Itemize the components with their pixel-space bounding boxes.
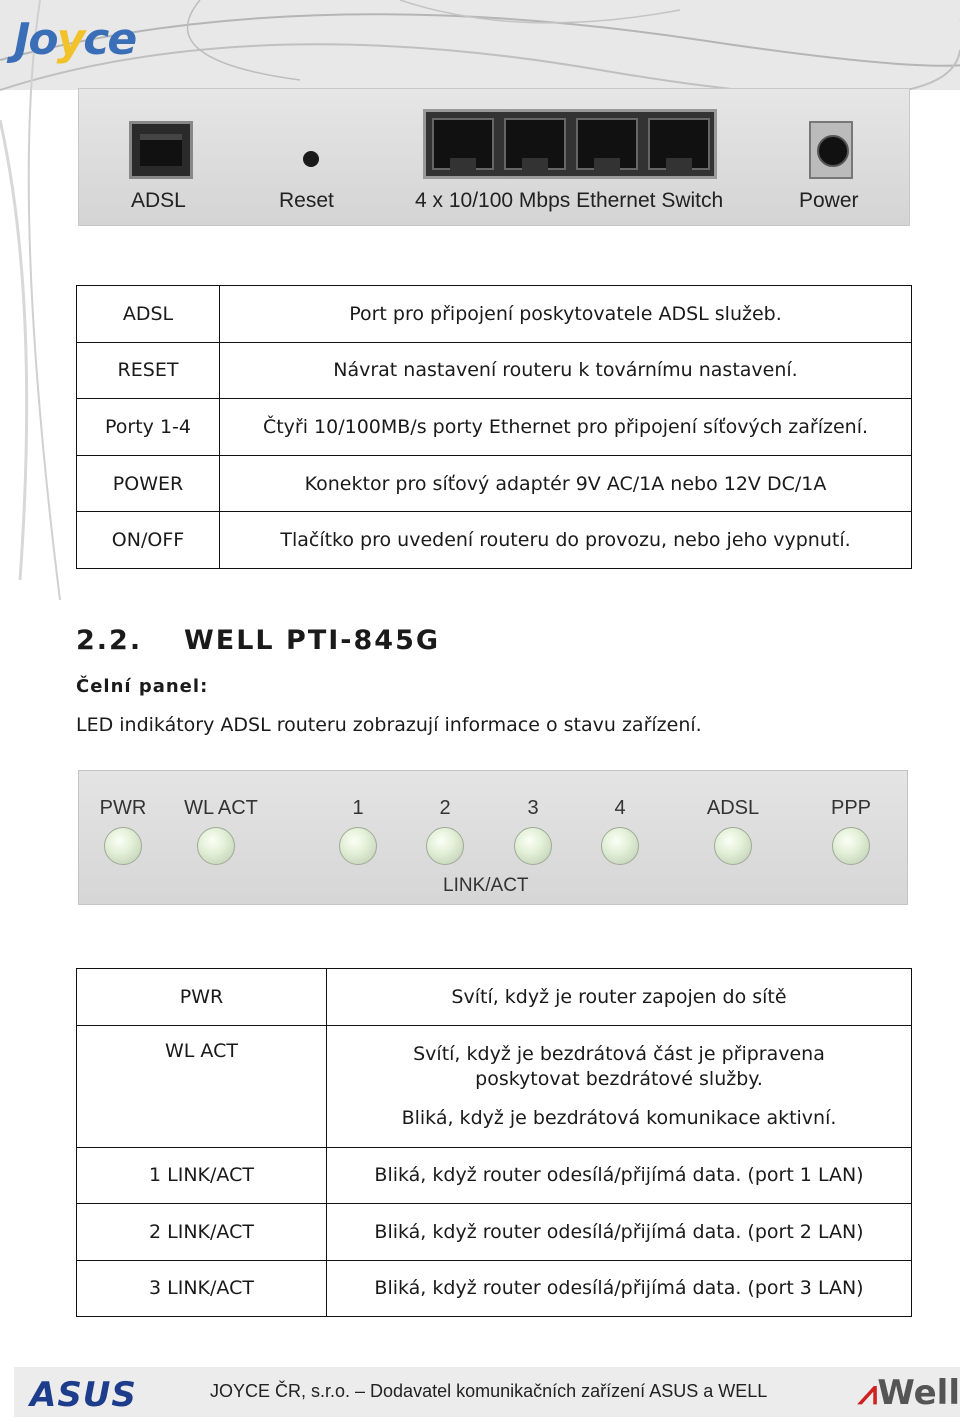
link-act-label: LINK/ACT (443, 875, 529, 896)
port-description: Čtyři 10/100MB/s porty Ethernet pro připojení síťových zařízení. (220, 399, 912, 456)
ports-table (76, 285, 912, 569)
router-back-panel (78, 88, 910, 226)
footer-text: JOYCE ČR, s.r.o. – Dodavatel komunikačních zařízení ASUS a WELL (210, 1381, 768, 1401)
ethernet-port-icon (504, 118, 566, 170)
table-row (77, 1025, 912, 1147)
led-name: 2 LINK/ACT (77, 1204, 327, 1261)
led-1-icon (339, 827, 377, 865)
port-description: Konektor pro síťový adaptér 9V AC/1A nebo 12V DC/1A (220, 455, 912, 512)
section-title-text: WELL PTI-845G (184, 625, 441, 656)
table-row (77, 399, 912, 456)
led-name: PWR (77, 969, 327, 1026)
led-description: Bliká, když router odesílá/přijímá data. (port 2 LAN) (327, 1204, 912, 1261)
port-name: Porty 1-4 (77, 399, 220, 456)
table-row (77, 512, 912, 569)
paragraph: LED indikátory ADSL routeru zobrazují informace o stavu zařízení. (76, 714, 702, 736)
ethernet-port-icon (576, 118, 638, 170)
led-pwr-icon (104, 827, 142, 865)
led-description: Svítí, když je router zapojen do sítě (327, 969, 912, 1026)
section-title (76, 625, 440, 656)
joyce-logo: Joyce (14, 14, 136, 65)
table-row (77, 286, 912, 343)
ethernet-port-icon (432, 118, 494, 170)
table-row (77, 1204, 912, 1261)
port-description: Tlačítko pro uvedení routeru do provozu, nebo jeho vypnutí. (220, 512, 912, 569)
section-number: 2.2. (76, 625, 143, 656)
led-description: Bliká, když router odesílá/přijímá data. (port 1 LAN) (327, 1147, 912, 1204)
led-label-2: 2 (439, 797, 451, 819)
table-row (77, 969, 912, 1026)
led-name: 3 LINK/ACT (77, 1260, 327, 1317)
led-2-icon (426, 827, 464, 865)
port-name: RESET (77, 342, 220, 399)
led-label-pwr: PWR (99, 797, 147, 819)
led-table (76, 968, 912, 1317)
led-3-icon (514, 827, 552, 865)
back-label-reset: Reset (279, 189, 334, 212)
table-row (77, 1260, 912, 1317)
port-description: Návrat nastavení routeru k továrnímu nastavení. (220, 342, 912, 399)
well-logo: ⩘Well (858, 1373, 960, 1413)
subheading: Čelní panel: (76, 676, 209, 697)
led-description: Bliká, když router odesílá/přijímá data. (port 3 LAN) (327, 1260, 912, 1317)
port-name: POWER (77, 455, 220, 512)
asus-logo: ASUS (30, 1375, 137, 1415)
led-label-3: 3 (527, 797, 539, 819)
power-jack-icon (809, 121, 853, 179)
led-description-line: Svítí, když je bezdrátová část je připravena (413, 1042, 825, 1065)
led-label-ppp: PPP (830, 797, 872, 819)
led-label-4: 4 (614, 797, 626, 819)
port-description: Port pro připojení poskytovatele ADSL služeb. (220, 286, 912, 343)
led-name: WL ACT (77, 1025, 327, 1147)
led-name: 1 LINK/ACT (77, 1147, 327, 1204)
led-ppp-icon (832, 827, 870, 865)
led-label-wlact: WL ACT (184, 797, 258, 819)
led-description-line: poskytovat bezdrátové služby. (475, 1067, 763, 1090)
ethernet-port-icon (648, 118, 710, 170)
reset-button-icon (303, 151, 319, 167)
port-name: ADSL (77, 286, 220, 343)
ethernet-switch-icon (423, 109, 717, 179)
table-row (77, 455, 912, 512)
led-label-adsl: ADSL (706, 797, 760, 819)
well-mark-icon: ⩘ (858, 1373, 878, 1413)
table-row (77, 1147, 912, 1204)
led-wlact-icon (197, 827, 235, 865)
table-row (77, 342, 912, 399)
adsl-port-icon (129, 121, 193, 179)
led-description (327, 1025, 912, 1147)
back-label-power: Power (799, 189, 859, 212)
port-name: ON/OFF (77, 512, 220, 569)
page-footer (14, 1367, 960, 1417)
back-label-adsl: ADSL (131, 189, 186, 212)
led-description-line: Bliká, když je bezdrátová komunikace aktivní. (401, 1106, 837, 1129)
led-4-icon (601, 827, 639, 865)
led-label-1: 1 (352, 797, 364, 819)
back-label-switch: 4 x 10/100 Mbps Ethernet Switch (415, 189, 724, 212)
led-adsl-icon (714, 827, 752, 865)
router-front-panel (78, 770, 908, 905)
